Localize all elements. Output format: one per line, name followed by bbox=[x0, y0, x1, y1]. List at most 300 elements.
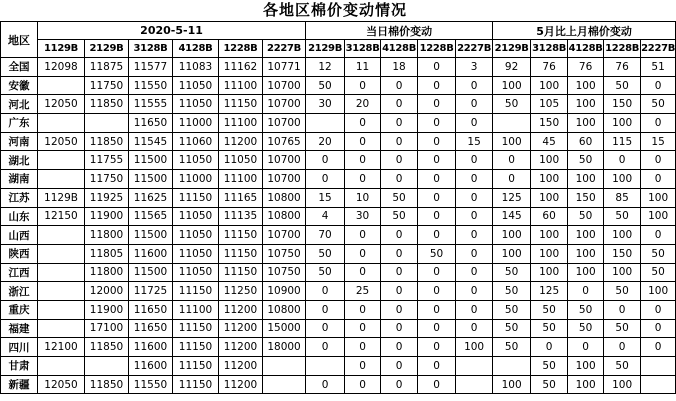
monthly-change-cell: 100 bbox=[568, 357, 604, 376]
monthly-change-group-header: 5月比上月棉价变动 bbox=[493, 22, 676, 40]
price-cell: 11500 bbox=[129, 226, 173, 245]
monthly-change-cell: 50 bbox=[493, 338, 531, 357]
daily-change-cell bbox=[306, 357, 345, 376]
monthly-change-cell: 50 bbox=[531, 300, 568, 319]
price-cell: 18000 bbox=[263, 338, 306, 357]
daily-change-cell: 0 bbox=[345, 76, 381, 95]
monthly-change-cell: 60 bbox=[568, 132, 604, 151]
monthly-change-cell: 50 bbox=[531, 357, 568, 376]
table-row bbox=[1, 226, 676, 245]
price-cell: 10700 bbox=[263, 95, 306, 114]
daily-change-cell: 0 bbox=[345, 319, 381, 338]
price-cell: 11150 bbox=[219, 95, 263, 114]
header-row-grades bbox=[1, 40, 676, 58]
table-row bbox=[1, 76, 676, 95]
price-cell bbox=[263, 357, 306, 376]
price-cell: 1129B bbox=[38, 188, 85, 207]
monthly-change-cell: 0 bbox=[493, 170, 531, 189]
monthly-change-cell: 0 bbox=[641, 226, 676, 245]
table-row bbox=[1, 132, 676, 151]
monthly-change-cell: 100 bbox=[641, 282, 676, 301]
price-cell: 11925 bbox=[85, 188, 129, 207]
price-cell bbox=[85, 357, 129, 376]
price-cell: 11555 bbox=[129, 95, 173, 114]
region-cell: 湖北 bbox=[1, 151, 38, 170]
daily-change-cell: 0 bbox=[381, 244, 418, 263]
price-cell: 11200 bbox=[219, 300, 263, 319]
daily-change-cell: 70 bbox=[306, 226, 345, 245]
daily-change-cell: 0 bbox=[456, 170, 493, 189]
price-cell: 11150 bbox=[173, 338, 219, 357]
monthly-change-cell: 50 bbox=[604, 357, 641, 376]
table-row bbox=[1, 207, 676, 226]
daily-grade-header: 4128B bbox=[381, 40, 418, 58]
table-title: 各地区棉价变动情况 bbox=[262, 1, 407, 19]
table-row bbox=[1, 375, 676, 394]
daily-change-cell: 0 bbox=[418, 207, 456, 226]
monthly-grade-header: 4128B bbox=[568, 40, 604, 58]
monthly-change-cell: 100 bbox=[493, 226, 531, 245]
daily-change-cell: 0 bbox=[418, 151, 456, 170]
price-cell bbox=[38, 357, 85, 376]
daily-change-cell: 50 bbox=[381, 207, 418, 226]
price-cell: 11750 bbox=[85, 76, 129, 95]
region-cell: 陕西 bbox=[1, 244, 38, 263]
price-cell: 11850 bbox=[85, 338, 129, 357]
price-cell: 11135 bbox=[219, 207, 263, 226]
price-cell bbox=[38, 263, 85, 282]
daily-change-cell: 0 bbox=[418, 114, 456, 133]
price-cell: 11200 bbox=[219, 132, 263, 151]
daily-change-cell: 0 bbox=[418, 58, 456, 77]
daily-change-cell: 0 bbox=[381, 263, 418, 282]
price-cell: 12000 bbox=[85, 282, 129, 301]
daily-change-cell: 0 bbox=[456, 188, 493, 207]
daily-change-cell: 0 bbox=[456, 95, 493, 114]
price-cell: 12150 bbox=[38, 207, 85, 226]
daily-change-cell: 0 bbox=[381, 95, 418, 114]
table-row bbox=[1, 58, 676, 77]
monthly-change-cell: 50 bbox=[493, 319, 531, 338]
monthly-change-cell: 60 bbox=[531, 207, 568, 226]
price-cell: 11200 bbox=[219, 338, 263, 357]
monthly-change-cell: 50 bbox=[604, 207, 641, 226]
region-cell: 江西 bbox=[1, 263, 38, 282]
monthly-change-cell: 50 bbox=[641, 244, 676, 263]
daily-change-cell: 0 bbox=[456, 207, 493, 226]
monthly-change-cell: 0 bbox=[641, 319, 676, 338]
monthly-change-cell: 76 bbox=[531, 58, 568, 77]
daily-change-cell: 0 bbox=[381, 338, 418, 357]
price-cell bbox=[38, 151, 85, 170]
daily-change-cell: 50 bbox=[306, 244, 345, 263]
daily-change-cell: 0 bbox=[456, 76, 493, 95]
cotton-price-table bbox=[0, 21, 676, 394]
region-cell: 重庆 bbox=[1, 300, 38, 319]
daily-change-cell: 0 bbox=[306, 338, 345, 357]
table-row bbox=[1, 244, 676, 263]
monthly-change-cell: 0 bbox=[531, 338, 568, 357]
monthly-change-cell: 100 bbox=[531, 226, 568, 245]
daily-change-cell: 20 bbox=[306, 132, 345, 151]
monthly-change-cell: 76 bbox=[604, 58, 641, 77]
monthly-change-cell: 50 bbox=[568, 151, 604, 170]
table-row bbox=[1, 151, 676, 170]
monthly-grade-header: 2227B bbox=[641, 40, 676, 58]
daily-change-cell: 0 bbox=[418, 319, 456, 338]
daily-change-cell: 0 bbox=[456, 319, 493, 338]
region-cell: 广东 bbox=[1, 114, 38, 133]
price-cell: 11850 bbox=[85, 132, 129, 151]
region-cell: 安徽 bbox=[1, 76, 38, 95]
monthly-change-cell: 100 bbox=[604, 114, 641, 133]
region-header: 地区 bbox=[1, 22, 38, 58]
price-cell: 10800 bbox=[263, 300, 306, 319]
monthly-change-cell: 125 bbox=[493, 188, 531, 207]
region-cell: 福建 bbox=[1, 319, 38, 338]
daily-change-cell: 0 bbox=[306, 375, 345, 394]
daily-change-cell: 0 bbox=[306, 170, 345, 189]
price-cell: 11000 bbox=[173, 114, 219, 133]
price-cell: 11050 bbox=[219, 151, 263, 170]
monthly-change-cell: 50 bbox=[604, 282, 641, 301]
price-cell: 10700 bbox=[263, 170, 306, 189]
monthly-change-cell: 50 bbox=[641, 263, 676, 282]
price-cell: 10700 bbox=[263, 151, 306, 170]
daily-change-cell: 4 bbox=[306, 207, 345, 226]
price-cell: 11165 bbox=[219, 188, 263, 207]
price-grade-header: 1129B bbox=[38, 40, 85, 58]
daily-change-cell: 0 bbox=[306, 319, 345, 338]
price-cell: 12100 bbox=[38, 338, 85, 357]
region-cell: 全国 bbox=[1, 58, 38, 77]
price-cell: 11050 bbox=[173, 244, 219, 263]
price-cell: 11800 bbox=[85, 226, 129, 245]
monthly-change-cell: 50 bbox=[531, 375, 568, 394]
price-cell: 12098 bbox=[38, 58, 85, 77]
monthly-change-cell: 50 bbox=[493, 95, 531, 114]
monthly-change-cell bbox=[493, 357, 531, 376]
price-cell: 10700 bbox=[263, 226, 306, 245]
daily-change-cell: 0 bbox=[345, 226, 381, 245]
daily-change-cell: 0 bbox=[345, 244, 381, 263]
monthly-change-cell: 100 bbox=[493, 132, 531, 151]
table-row bbox=[1, 338, 676, 357]
monthly-change-cell: 100 bbox=[641, 188, 676, 207]
daily-change-cell: 0 bbox=[306, 282, 345, 301]
monthly-change-cell: 51 bbox=[641, 58, 676, 77]
monthly-change-cell: 0 bbox=[641, 300, 676, 319]
monthly-change-cell: 50 bbox=[568, 319, 604, 338]
table-row bbox=[1, 95, 676, 114]
monthly-change-cell bbox=[641, 375, 676, 394]
monthly-change-cell: 0 bbox=[493, 151, 531, 170]
monthly-change-cell bbox=[493, 114, 531, 133]
daily-change-cell: 18 bbox=[381, 58, 418, 77]
monthly-change-cell: 100 bbox=[531, 188, 568, 207]
daily-change-cell: 0 bbox=[306, 151, 345, 170]
price-cell: 11650 bbox=[129, 300, 173, 319]
monthly-change-cell: 100 bbox=[568, 95, 604, 114]
price-cell: 11600 bbox=[129, 338, 173, 357]
price-cell bbox=[38, 226, 85, 245]
monthly-change-cell: 100 bbox=[641, 207, 676, 226]
price-cell: 11577 bbox=[129, 58, 173, 77]
monthly-change-cell: 125 bbox=[531, 282, 568, 301]
daily-change-cell: 10 bbox=[345, 188, 381, 207]
monthly-change-cell: 115 bbox=[604, 132, 641, 151]
daily-change-cell: 0 bbox=[418, 338, 456, 357]
price-cell: 11625 bbox=[129, 188, 173, 207]
price-cell: 11750 bbox=[85, 170, 129, 189]
daily-change-cell: 0 bbox=[381, 300, 418, 319]
daily-change-cell bbox=[306, 114, 345, 133]
daily-change-cell: 50 bbox=[306, 263, 345, 282]
price-cell: 10750 bbox=[263, 244, 306, 263]
price-cell: 10771 bbox=[263, 58, 306, 77]
region-cell: 湖南 bbox=[1, 170, 38, 189]
price-cell: 17100 bbox=[85, 319, 129, 338]
price-grade-header: 3128B bbox=[129, 40, 173, 58]
price-cell: 11162 bbox=[219, 58, 263, 77]
table-row bbox=[1, 114, 676, 133]
monthly-change-cell: 100 bbox=[604, 263, 641, 282]
price-cell: 11565 bbox=[129, 207, 173, 226]
monthly-change-cell: 0 bbox=[641, 170, 676, 189]
daily-grade-header: 2227B bbox=[456, 40, 493, 58]
daily-change-cell: 0 bbox=[345, 375, 381, 394]
monthly-change-cell: 100 bbox=[531, 244, 568, 263]
daily-change-cell bbox=[456, 357, 493, 376]
daily-change-cell: 0 bbox=[381, 132, 418, 151]
daily-change-cell: 0 bbox=[418, 357, 456, 376]
monthly-change-cell: 0 bbox=[604, 338, 641, 357]
daily-change-cell: 0 bbox=[345, 151, 381, 170]
region-cell: 甘肃 bbox=[1, 357, 38, 376]
price-cell: 11500 bbox=[129, 263, 173, 282]
daily-change-cell: 0 bbox=[381, 319, 418, 338]
daily-change-cell: 0 bbox=[345, 300, 381, 319]
table-body bbox=[1, 22, 676, 394]
table-row bbox=[1, 170, 676, 189]
monthly-change-cell: 100 bbox=[568, 263, 604, 282]
price-cell: 11805 bbox=[85, 244, 129, 263]
price-grade-header: 2129B bbox=[85, 40, 129, 58]
monthly-change-cell: 105 bbox=[531, 95, 568, 114]
daily-change-cell: 0 bbox=[418, 282, 456, 301]
region-cell: 浙江 bbox=[1, 282, 38, 301]
daily-change-cell: 0 bbox=[418, 300, 456, 319]
price-cell: 11150 bbox=[173, 319, 219, 338]
daily-change-cell: 20 bbox=[345, 95, 381, 114]
price-cell: 11850 bbox=[85, 375, 129, 394]
daily-change-cell: 12 bbox=[306, 58, 345, 77]
price-cell: 11150 bbox=[173, 375, 219, 394]
price-cell: 11150 bbox=[173, 188, 219, 207]
table-row bbox=[1, 319, 676, 338]
price-cell: 11150 bbox=[173, 282, 219, 301]
monthly-change-cell: 50 bbox=[531, 319, 568, 338]
price-cell: 11900 bbox=[85, 207, 129, 226]
price-cell: 11875 bbox=[85, 58, 129, 77]
price-cell: 11900 bbox=[85, 300, 129, 319]
monthly-change-cell: 150 bbox=[568, 188, 604, 207]
price-cell: 11050 bbox=[173, 226, 219, 245]
daily-change-cell: 0 bbox=[418, 132, 456, 151]
monthly-change-cell: 0 bbox=[641, 76, 676, 95]
price-cell bbox=[38, 170, 85, 189]
price-cell bbox=[38, 319, 85, 338]
daily-change-cell: 0 bbox=[418, 263, 456, 282]
monthly-change-cell: 0 bbox=[568, 338, 604, 357]
monthly-change-cell: 100 bbox=[531, 76, 568, 95]
price-cell: 11200 bbox=[219, 357, 263, 376]
monthly-change-cell: 100 bbox=[493, 76, 531, 95]
table-row bbox=[1, 300, 676, 319]
monthly-change-cell: 100 bbox=[568, 244, 604, 263]
daily-change-cell: 0 bbox=[418, 95, 456, 114]
table-row bbox=[1, 188, 676, 207]
price-cell: 11083 bbox=[173, 58, 219, 77]
price-cell: 11150 bbox=[173, 357, 219, 376]
daily-change-cell: 0 bbox=[306, 300, 345, 319]
monthly-change-cell: 50 bbox=[493, 282, 531, 301]
price-cell: 11150 bbox=[219, 226, 263, 245]
price-cell: 11725 bbox=[129, 282, 173, 301]
price-cell: 12050 bbox=[38, 132, 85, 151]
monthly-change-cell: 150 bbox=[531, 114, 568, 133]
daily-change-cell: 0 bbox=[381, 282, 418, 301]
table-row bbox=[1, 357, 676, 376]
price-cell: 11050 bbox=[173, 263, 219, 282]
price-cell: 11850 bbox=[85, 95, 129, 114]
daily-change-cell: 0 bbox=[381, 114, 418, 133]
monthly-change-cell: 45 bbox=[531, 132, 568, 151]
monthly-change-cell: 145 bbox=[493, 207, 531, 226]
daily-change-cell: 0 bbox=[345, 263, 381, 282]
price-cell: 11050 bbox=[173, 95, 219, 114]
price-cell: 12050 bbox=[38, 95, 85, 114]
monthly-change-cell bbox=[641, 357, 676, 376]
monthly-change-cell: 76 bbox=[568, 58, 604, 77]
monthly-change-cell: 100 bbox=[493, 244, 531, 263]
table-row bbox=[1, 263, 676, 282]
price-cell bbox=[38, 282, 85, 301]
monthly-change-cell: 100 bbox=[531, 263, 568, 282]
price-cell: 12050 bbox=[38, 375, 85, 394]
daily-change-cell: 50 bbox=[418, 244, 456, 263]
price-cell: 11550 bbox=[129, 76, 173, 95]
monthly-change-cell: 100 bbox=[493, 375, 531, 394]
price-cell: 11050 bbox=[173, 76, 219, 95]
daily-change-cell: 0 bbox=[418, 226, 456, 245]
price-cell: 10700 bbox=[263, 114, 306, 133]
daily-change-cell: 0 bbox=[345, 338, 381, 357]
region-cell: 新疆 bbox=[1, 375, 38, 394]
monthly-change-cell: 100 bbox=[568, 76, 604, 95]
daily-change-cell: 25 bbox=[345, 282, 381, 301]
monthly-change-cell: 50 bbox=[604, 319, 641, 338]
daily-change-cell: 0 bbox=[381, 76, 418, 95]
region-cell: 河南 bbox=[1, 132, 38, 151]
price-cell: 11500 bbox=[129, 170, 173, 189]
monthly-change-cell: 50 bbox=[604, 76, 641, 95]
price-cell bbox=[38, 76, 85, 95]
daily-grade-header: 3128B bbox=[345, 40, 381, 58]
monthly-change-cell: 92 bbox=[493, 58, 531, 77]
price-cell: 11100 bbox=[173, 300, 219, 319]
price-cell bbox=[38, 114, 85, 133]
region-cell: 四川 bbox=[1, 338, 38, 357]
monthly-change-cell: 100 bbox=[568, 375, 604, 394]
daily-change-cell: 0 bbox=[345, 170, 381, 189]
monthly-change-cell: 50 bbox=[568, 207, 604, 226]
monthly-change-cell: 100 bbox=[604, 375, 641, 394]
daily-change-cell: 15 bbox=[456, 132, 493, 151]
daily-change-cell: 0 bbox=[456, 151, 493, 170]
daily-change-group-header: 当日棉价变动 bbox=[306, 22, 493, 40]
price-cell: 10800 bbox=[263, 188, 306, 207]
price-cell: 11545 bbox=[129, 132, 173, 151]
price-cell: 11600 bbox=[129, 244, 173, 263]
price-cell: 11250 bbox=[219, 282, 263, 301]
price-cell: 15000 bbox=[263, 319, 306, 338]
daily-change-cell: 0 bbox=[418, 188, 456, 207]
daily-change-cell: 0 bbox=[381, 226, 418, 245]
daily-change-cell bbox=[456, 375, 493, 394]
price-cell: 11650 bbox=[129, 114, 173, 133]
daily-change-cell: 0 bbox=[456, 244, 493, 263]
daily-change-cell: 0 bbox=[381, 375, 418, 394]
monthly-change-cell: 100 bbox=[604, 170, 641, 189]
price-cell: 11100 bbox=[219, 170, 263, 189]
monthly-change-cell: 0 bbox=[604, 300, 641, 319]
monthly-change-cell: 50 bbox=[493, 300, 531, 319]
price-cell: 11100 bbox=[219, 76, 263, 95]
daily-change-cell: 0 bbox=[456, 226, 493, 245]
price-cell bbox=[263, 375, 306, 394]
monthly-change-cell: 0 bbox=[641, 114, 676, 133]
daily-change-cell: 0 bbox=[456, 300, 493, 319]
price-grade-header: 1228B bbox=[219, 40, 263, 58]
price-grade-header: 2227B bbox=[263, 40, 306, 58]
price-cell: 11200 bbox=[219, 375, 263, 394]
daily-change-cell: 11 bbox=[345, 58, 381, 77]
date-group-header: 2020-5-11 bbox=[38, 22, 306, 40]
daily-change-cell: 0 bbox=[345, 114, 381, 133]
price-cell: 11800 bbox=[85, 263, 129, 282]
daily-grade-header: 1228B bbox=[418, 40, 456, 58]
price-cell: 11050 bbox=[173, 207, 219, 226]
daily-change-cell: 100 bbox=[456, 338, 493, 357]
price-cell: 10900 bbox=[263, 282, 306, 301]
monthly-change-cell: 100 bbox=[531, 151, 568, 170]
region-cell: 江苏 bbox=[1, 188, 38, 207]
monthly-change-cell: 100 bbox=[531, 170, 568, 189]
price-cell: 11550 bbox=[129, 375, 173, 394]
daily-change-cell: 0 bbox=[456, 114, 493, 133]
daily-change-cell: 0 bbox=[456, 263, 493, 282]
daily-change-cell: 50 bbox=[381, 188, 418, 207]
price-cell: 11200 bbox=[219, 319, 263, 338]
monthly-change-cell: 100 bbox=[568, 226, 604, 245]
monthly-grade-header: 2129B bbox=[493, 40, 531, 58]
region-cell: 山东 bbox=[1, 207, 38, 226]
monthly-change-cell: 150 bbox=[604, 244, 641, 263]
daily-change-cell: 15 bbox=[306, 188, 345, 207]
price-cell: 11150 bbox=[219, 244, 263, 263]
price-cell: 10765 bbox=[263, 132, 306, 151]
